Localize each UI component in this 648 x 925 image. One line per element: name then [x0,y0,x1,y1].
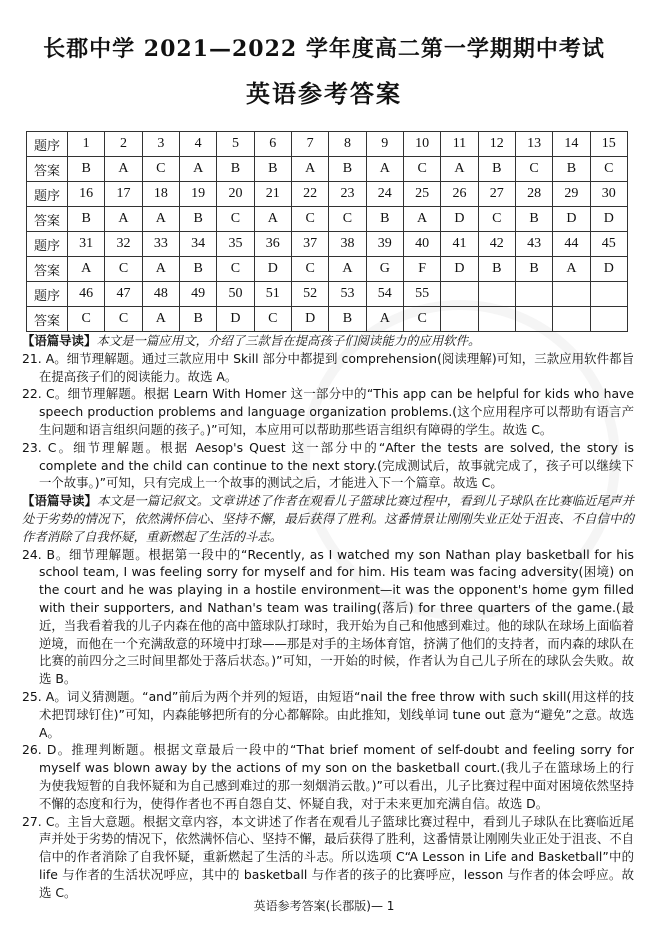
answer-cell: D [590,257,627,282]
question-number-cell: 20 [217,182,254,207]
question-number-cell [441,282,478,307]
explanations [22,332,634,902]
answer-cell: C [515,157,552,182]
question-number-cell: 16 [68,182,105,207]
question-number-cell: 43 [515,232,552,257]
reading-guide [22,492,634,545]
question-number-cell: 38 [329,232,366,257]
answer-cell: B [515,207,552,232]
question-number-cell: 51 [254,282,291,307]
question-number-cell: 34 [179,232,216,257]
question-number-cell: 28 [515,182,552,207]
question-number-cell: 5 [217,132,254,157]
answer-cell: B [179,307,216,332]
answer-cell: B [179,257,216,282]
question-number-cell: 30 [590,182,627,207]
question-number-cell: 19 [179,182,216,207]
answer-cell: C [329,207,366,232]
answer-cell: C [217,207,254,232]
question-number-cell: 26 [441,182,478,207]
question-number-cell: 42 [478,232,515,257]
question-number-cell: 55 [403,282,440,307]
answer-cell: G [366,257,403,282]
question-number-label: 题序 [27,182,68,207]
question-number-cell: 50 [217,282,254,307]
answer-key-title: 英语参考答案 [246,80,402,108]
question-number-cell: 9 [366,132,403,157]
question-number-cell: 54 [366,282,403,307]
answer-explanation: 26. D。推理判断题。根据文章最后一段中的“That brief moment of self-doubt and feeling sorry for myself was blown away by the actions of my son on the basketball court.(我儿子在篮球场上的行为使我短暂的自我怀疑和为自己感到难过的那一刻烟消云散。)”可以看出，儿子比赛过程中面对困境依然坚持不懈的态度和行为，使得作者也不再自怨自艾、怀疑自我，对于未来更加充满自信。故选 D。 [22,742,634,811]
exam-title: 长郡中学 2021—2022 学年度高二第一学期期中考试 [43,36,605,62]
answer-label: 答案 [27,207,68,232]
question-number-label: 题序 [27,132,68,157]
question-number-cell: 4 [179,132,216,157]
question-number-cell: 6 [254,132,291,157]
question-number-cell: 31 [68,232,105,257]
answer-cell: C [478,207,515,232]
answer-label: 答案 [27,157,68,182]
answer-row [27,157,628,182]
answer-cell: B [478,157,515,182]
question-number-cell [478,282,515,307]
answer-cell: A [142,207,179,232]
answer-cell: B [329,157,366,182]
answer-cell: C [105,307,142,332]
answer-cell [553,307,590,332]
answer-cell: B [68,207,105,232]
answer-cell: B [515,257,552,282]
question-number-cell: 21 [254,182,291,207]
question-number-label: 题序 [27,232,68,257]
answer-cell: B [329,307,366,332]
question-number-cell: 52 [291,282,328,307]
question-number-cell: 13 [515,132,552,157]
question-number-cell: 8 [329,132,366,157]
question-number-cell [590,282,627,307]
question-number-label: 题序 [27,282,68,307]
answer-explanation: 21. A。细节理解题。通过三款应用中 Skill 部分中都提到 comprehension(阅读理解)可知，三款应用软件都旨在提高孩子们的阅读能力。故选 A。 [22,350,634,384]
question-number-cell: 17 [105,182,142,207]
question-number-cell: 11 [441,132,478,157]
question-number-cell: 15 [590,132,627,157]
question-number-cell: 18 [142,182,179,207]
question-number-cell: 44 [553,232,590,257]
answer-cell: B [553,157,590,182]
answer-cell: C [142,157,179,182]
answer-cell: A [366,157,403,182]
question-number-cell: 40 [403,232,440,257]
question-number-cell: 12 [478,132,515,157]
question-number-cell [553,282,590,307]
reading-guide-label: 【语篇导读】 [22,333,97,348]
answer-label: 答案 [27,257,68,282]
question-number-cell: 45 [590,232,627,257]
answer-cell: A [105,157,142,182]
question-number-cell: 33 [142,232,179,257]
answer-cell: B [179,207,216,232]
question-number-cell: 23 [329,182,366,207]
question-number-cell: 7 [291,132,328,157]
answer-row [27,307,628,332]
question-number-row [27,232,628,257]
answer-cell: B [478,257,515,282]
answer-cell: A [403,207,440,232]
answer-explanation: 23. C。细节理解题。根据 Aesop's Quest 这一部分中的“After the tests are solved, the story is complete and the child can continue to the next story.(完成测试后，故事就完成了，孩子可以继续下一个故事。)”可知，只有完成上一个故事的测试之后，才能进入下一个篇章。故选 C。 [22,439,634,491]
question-number-cell: 48 [142,282,179,307]
question-number-cell: 32 [105,232,142,257]
question-number-cell: 37 [291,232,328,257]
answer-cell [590,307,627,332]
reading-guide [22,332,634,350]
question-number-cell: 25 [403,182,440,207]
answer-cell: D [441,257,478,282]
answer-cell [515,307,552,332]
answer-row [27,257,628,282]
answer-cell: A [179,157,216,182]
page-footer: 英语参考答案(长郡版)— 1 [253,899,395,913]
answer-cell: C [291,207,328,232]
reading-guide-text: 本文是一篇应用文，介绍了三款旨在提高孩子们阅读能力的应用软件。 [96,333,481,348]
question-number-cell: 24 [366,182,403,207]
answer-explanation: 24. B。细节理解题。根据第一段中的“Recently, as I watched my son Nathan play basketball for his school team, I was feeling sorry for myself and for him. His team was facing adversity(困境) on the court and he was playing in a hostile environment—it was the opponent's home gym filled with their supporters, and Nathan's team was trailing(落后) for three quarters of the game.(最近，当我看着我的儿子内森在他的高中篮球队打球时，我开始为自己和他感到难过。他的球队在球场上面临着逆境，而他在一个充满敌意的环境中打球——那是对手的主场体育馆，挤满了他们的支持者，而内森的球队在比赛的前四分之三时间里都处于落后状态。)”可知，一开始的时候，作者认为自己儿子所在的球队会失败。故选 B。 [22,546,634,687]
question-number-cell: 27 [478,182,515,207]
answer-cell: B [366,207,403,232]
answer-cell: C [403,157,440,182]
question-number-cell: 46 [68,282,105,307]
answer-cell: A [329,257,366,282]
question-number-cell: 29 [553,182,590,207]
question-number-cell: 2 [105,132,142,157]
answer-cell: A [142,257,179,282]
answer-cell: A [105,207,142,232]
answer-cell: A [254,207,291,232]
answer-cell: B [217,157,254,182]
question-number-cell: 36 [254,232,291,257]
reading-guide-text: 本文是一篇记叙文。文章讲述了作者在观看儿子篮球比赛过程中，看到儿子球队在比赛临近尾声并处于劣势的情况下，依然满怀信心、坚持不懈，最后获得了胜利。这番情景让刚刚失业正处于沮丧、不自信中的作者消除了自我怀疑，重新燃起了生活的斗志。 [22,493,635,544]
answer-cell: A [366,307,403,332]
answer-explanation: 25. A。词义猜测题。“and”前后为两个并列的短语，由短语“nail the free throw with such skill(用这样的技术把罚球钉住)”可知，内森能够把所有的分心都解除。由此推知，划线单词 tune out 意为“避免”之意。故选 A。 [22,688,634,740]
question-number-cell: 10 [403,132,440,157]
answer-table [26,131,628,332]
reading-guide-label: 【语篇导读】 [22,493,97,509]
question-number-cell: 39 [366,232,403,257]
question-number-cell: 3 [142,132,179,157]
question-number-cell: 47 [105,282,142,307]
answer-explanation: 22. C。细节理解题。根据 Learn With Homer 这一部分中的“This app can be helpful for kids who have speech production problems and language organization problems.(这个应用程序可以帮助有语言产生问题和语言组织问题的孩子。)”可知，本应用可以帮助那些语言组织有障碍的学生。故选 C。 [22,386,634,437]
answer-cell: D [217,307,254,332]
answer-cell: B [68,157,105,182]
answer-cell: D [291,307,328,332]
answer-cell: C [590,157,627,182]
answer-cell: C [105,257,142,282]
question-number-cell: 1 [68,132,105,157]
answer-row [27,207,628,232]
answer-cell: C [254,307,291,332]
question-number-row [27,282,628,307]
answer-cell: B [254,157,291,182]
question-number-cell: 41 [441,232,478,257]
answer-explanation: 27. C。主旨大意题。根据文章内容，本文讲述了作者在观看儿子篮球比赛过程中，看到儿子球队在比赛临近尾声并处于劣势的情况下，依然满怀信心、坚持不懈，最后获得了胜利，这番情景让刚刚失业正处于沮丧、不自信中的作者消除了自我怀疑，重新燃起了生活的斗志。所以选项 C“A Lesson in Life and Basketball”中的 life 与作者的生活状况呼应，其中的 basketball 与作者的孩子的比赛呼应，lesson 与作者的体会呼应。故选 C。 [22,813,634,900]
answer-cell: D [441,207,478,232]
answer-cell [441,307,478,332]
answer-cell: C [291,257,328,282]
question-number-cell: 49 [179,282,216,307]
answer-cell: D [254,257,291,282]
answer-cell: D [553,207,590,232]
answer-cell: C [68,307,105,332]
question-number-cell: 53 [329,282,366,307]
answer-cell: A [142,307,179,332]
answer-cell: D [590,207,627,232]
answer-cell: A [553,257,590,282]
question-number-row [27,182,628,207]
answer-cell: C [217,257,254,282]
answer-cell: A [68,257,105,282]
answer-label: 答案 [27,307,68,332]
answer-cell [478,307,515,332]
answer-cell: A [291,157,328,182]
answer-cell: A [441,157,478,182]
question-number-cell: 35 [217,232,254,257]
question-number-cell: 22 [291,182,328,207]
answer-cell: C [403,307,440,332]
question-number-cell: 14 [553,132,590,157]
question-number-row [27,132,628,157]
answer-cell: F [403,257,440,282]
question-number-cell [515,282,552,307]
